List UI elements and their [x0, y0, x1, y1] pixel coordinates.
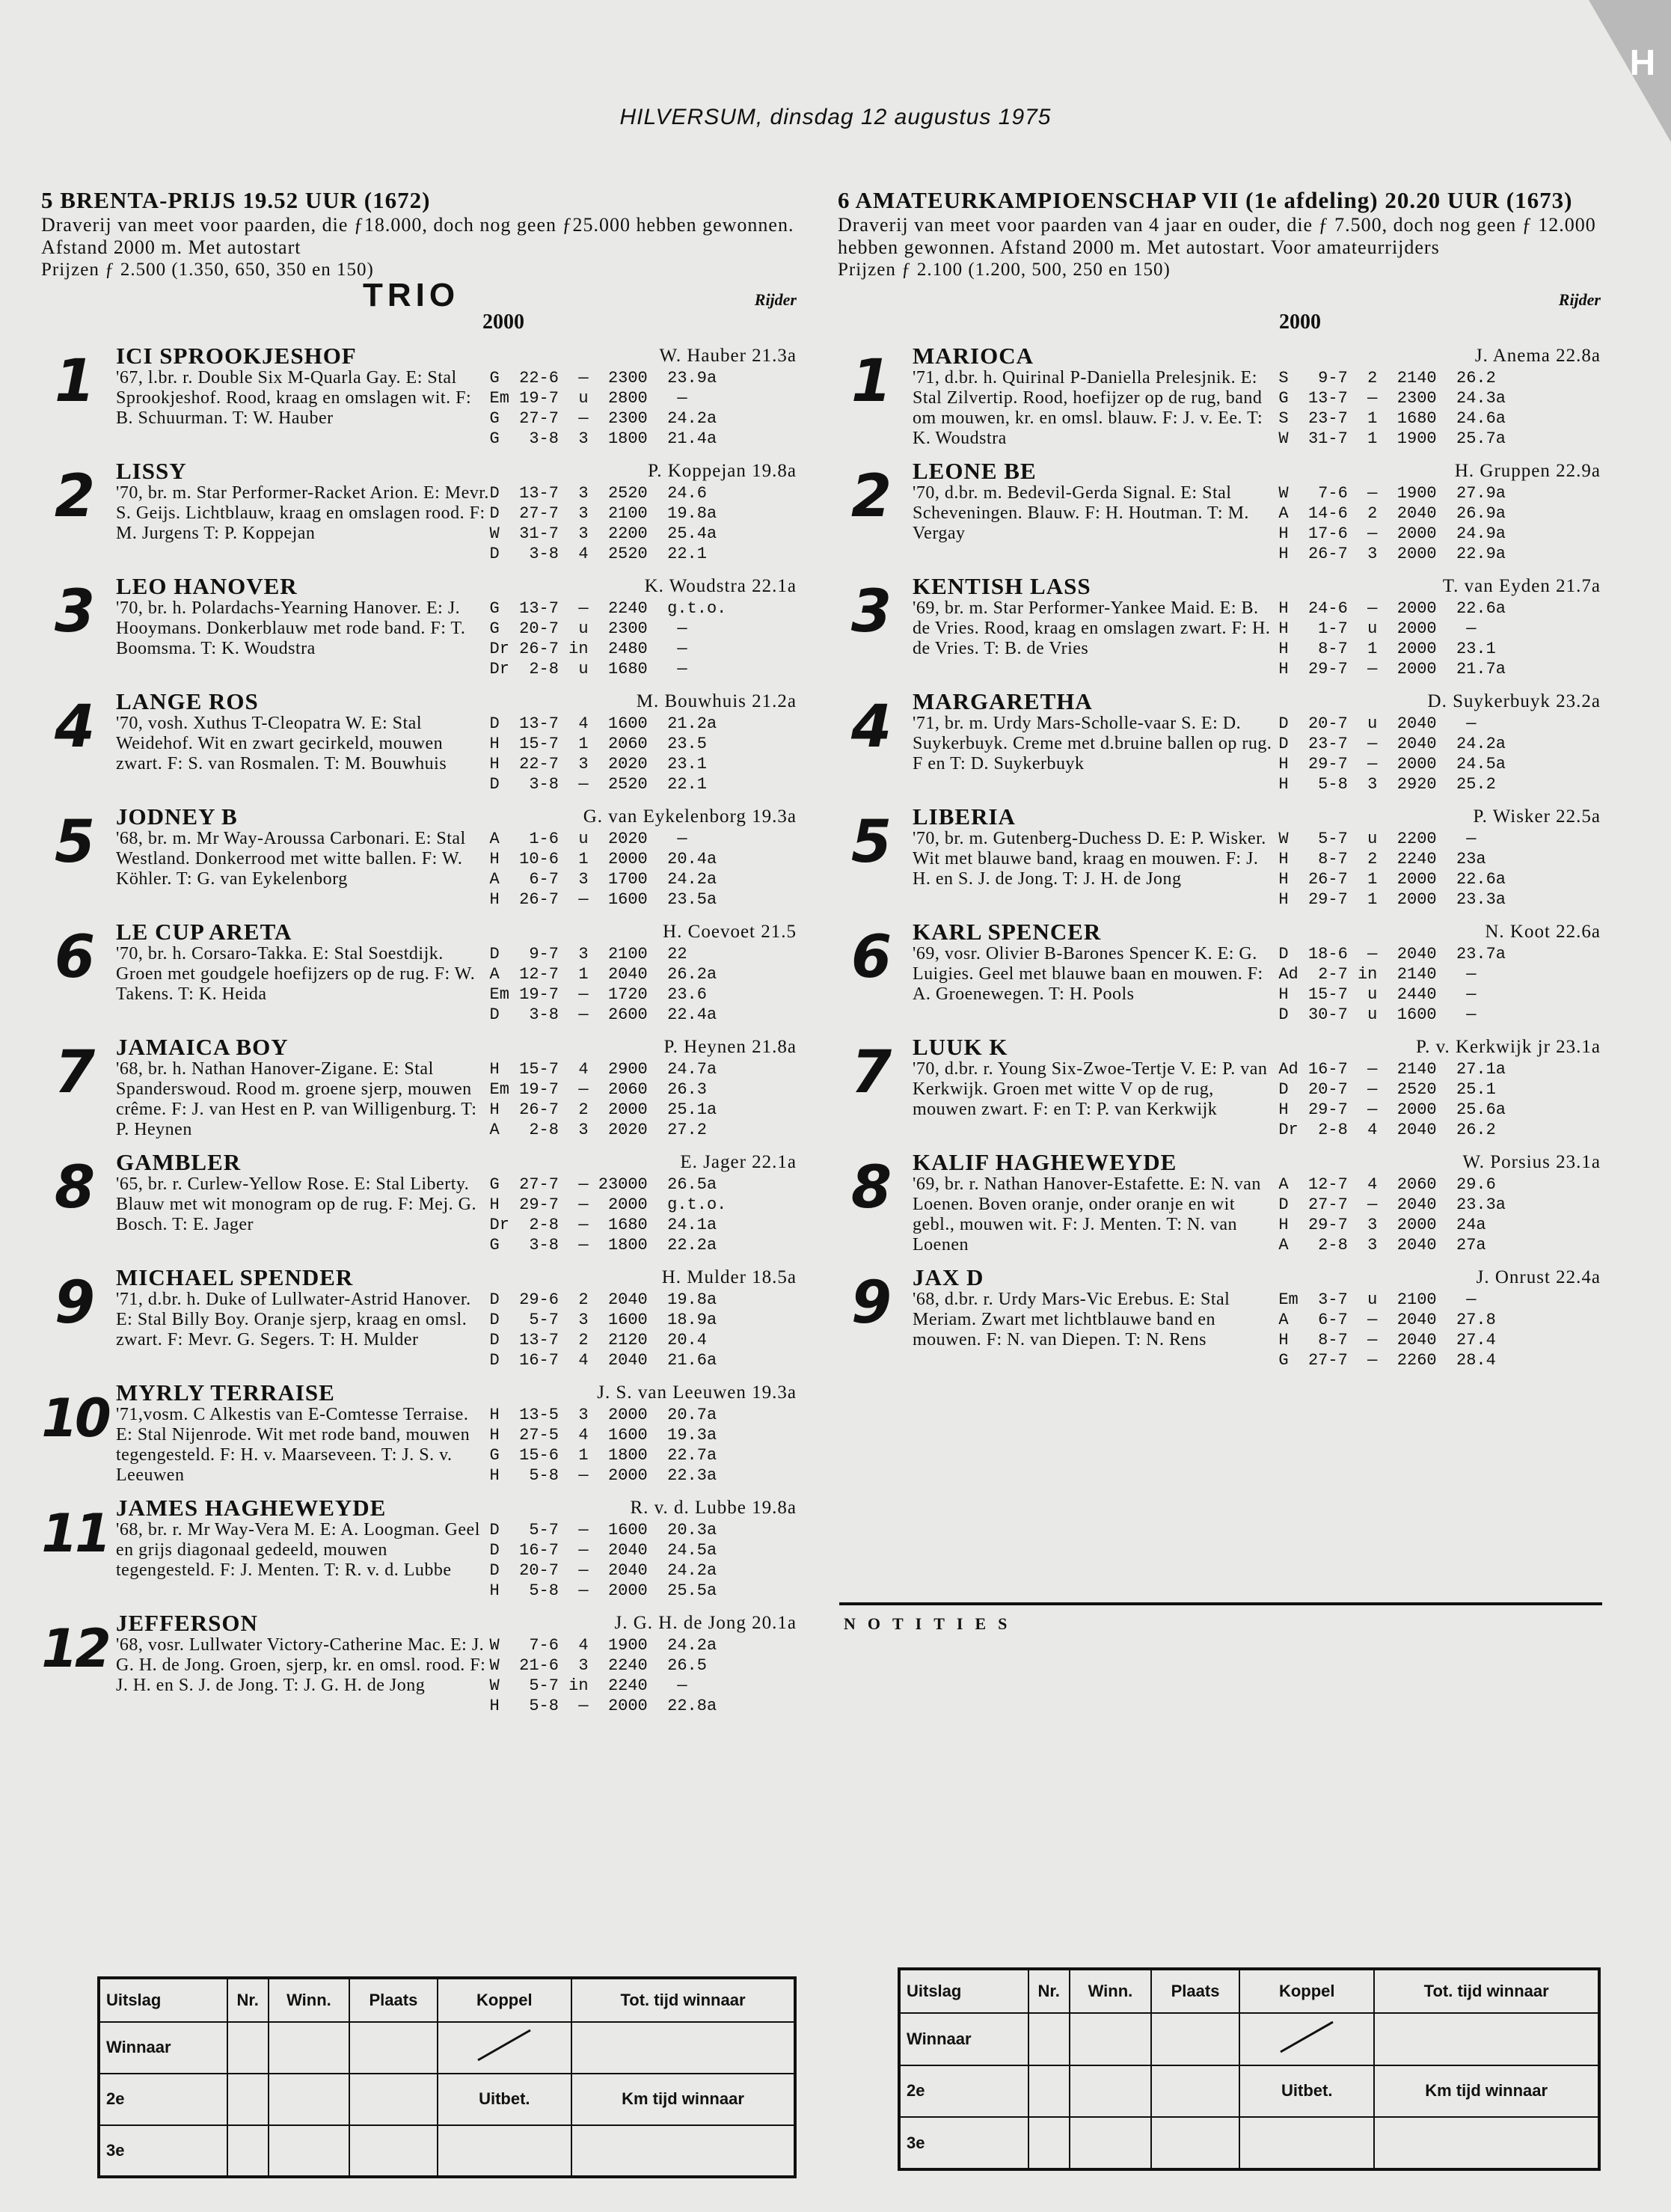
- horse-description: '68, br. m. Mr Way-Aroussa Carbonari. E: Stal Westland. Donkerrood met witte ballen. F: W. Köhler. T: G. van Eykelenborg: [116, 829, 466, 889]
- horse-name: JODNEY B: [116, 803, 238, 830]
- horse-description: '69, br. r. Nathan Hanover-Estafette. E: N. van Loenen. Boven oranje, onder oranje en wit gebl., mouwen wit. F: J. Menten. T: N. van Loenen: [913, 1174, 1261, 1254]
- horse-name: LE CUP ARETA: [116, 919, 292, 945]
- table-row-label: 3e: [99, 2125, 227, 2177]
- recent-results: D 18-6 — 2040 23.7a Ad 2-7 in 2140 — H 15-7 u 2440 — D 30-7 u 1600 —: [1278, 945, 1506, 1024]
- recent-results: D 9-7 3 2100 22 A 12-7 1 2040 26.2a Em 19-7 — 1720 23.6 D 3-8 — 2600 22.4a: [489, 945, 717, 1024]
- horse-entry: [41, 1611, 797, 1716]
- horse-entry: [41, 805, 797, 910]
- table-header-cell: Nr.: [227, 1978, 269, 2022]
- horse-description: '70, br. m. Star Performer-Racket Arion. E: Mevr. S. Geijs. Lichtblauw, kraag en omslagen rood. F: M. Jurgens T: P. Koppejan: [116, 483, 489, 543]
- table-cell: [1070, 2117, 1151, 2169]
- horse-entry: [41, 1035, 797, 1140]
- horse-description: '69, vosr. Olivier B-Barones Spencer K. E: G. Luigies. Geel met blauwe baan en mouwen. F: A. Groenewegen. T: H. Pools: [913, 944, 1263, 1004]
- start-number: 4: [54, 693, 96, 761]
- start-number: 1: [850, 348, 892, 415]
- horse-entry: [838, 459, 1601, 564]
- horse-name: LEONE BE: [913, 458, 1037, 484]
- table-cell: [349, 2022, 438, 2074]
- table-cell: [227, 2022, 269, 2074]
- horse-entry: [838, 805, 1601, 910]
- table-cell: [269, 2022, 349, 2074]
- horse-description: '70, vosh. Xuthus T-Cleopatra W. E: Stal Weidehof. Wit en zwart gecirkeld, mouwen zwart. F: S. van Rosmalen. T: M. Bouwhuis: [116, 714, 447, 773]
- start-number: 6: [54, 924, 96, 991]
- recent-results: Em 3-7 u 2100 — A 6-7 — 2040 27.8 H 8-7 — 2040 27.4 G 27-7 — 2260 28.4: [1278, 1290, 1496, 1370]
- driver: J. S. van Leeuwen 19.3a: [597, 1382, 797, 1403]
- recent-results: D 13-7 4 1600 21.2a H 15-7 1 2060 23.5 H 22-7 3 2020 23.1 D 3-8 — 2520 22.1: [489, 714, 717, 794]
- horse-name: MARGARETHA: [913, 688, 1093, 714]
- horse-description: '68, d.br. r. Urdy Mars-Vic Erebus. E: Stal Meriam. Zwart met lichtblauwe band en mouwen. F: N. van Diepen. T: N. Rens: [913, 1290, 1230, 1349]
- rijder-header: Rijder: [1558, 290, 1601, 309]
- table-cell: [1028, 2065, 1070, 2118]
- horse-name: MYRLY TERRAISE: [116, 1379, 335, 1406]
- divider: [839, 1602, 1602, 1605]
- horse-name: GAMBLER: [116, 1149, 242, 1175]
- driver: N. Koot 22.6a: [1485, 922, 1601, 942]
- race-description: Draverij van meet voor paarden van 4 jaar en ouder, die ƒ 7.500, doch nog geen ƒ 12.000 hebben gewonnen. Afstand 2000 m. Met autostart. Voor amateurrijders: [838, 214, 1596, 258]
- km-tijd-label: Km tijd winnaar: [571, 2074, 795, 2125]
- table-cell: [1070, 2065, 1151, 2118]
- start-number: 5: [54, 809, 96, 876]
- race-title: 5 BRENTA-PRIJS 19.52 UUR (1672): [41, 187, 431, 213]
- uitbet-label: Uitbet.: [1239, 2065, 1374, 2118]
- table-cell: [1151, 2013, 1239, 2065]
- recent-results: S 9-7 2 2140 26.2 G 13-7 — 2300 24.3a S 23-7 1 1680 24.6a W 31-7 1 1900 25.7a: [1278, 369, 1506, 448]
- horse-entry: [838, 575, 1601, 679]
- trio-label: TRIO: [363, 277, 460, 313]
- horse-entry: [41, 690, 797, 794]
- horse-name: MARIOCA: [913, 343, 1034, 369]
- recent-results: D 29-6 2 2040 19.8a D 5-7 3 1600 18.9a D 13-7 2 2120 20.4 D 16-7 4 2040 21.6a: [489, 1290, 717, 1370]
- horse-name: LIBERIA: [913, 803, 1016, 830]
- horse-entry: [41, 920, 797, 1025]
- table-header-cell: Uitslag: [899, 1969, 1028, 2013]
- distance-header: 2000: [482, 310, 524, 334]
- table-header-cell: Tot. tijd winnaar: [1374, 1969, 1599, 2013]
- corner-letter: H: [1629, 43, 1656, 83]
- race-5-column: [41, 187, 797, 1716]
- horse-description: '68, vosr. Lullwater Victory-Catherine Mac. E: J. G. H. de Jong. Groen, sjerp, kr. en omsl. rood. F: J. H. en S. J. de Jong. T: J. G. H. de Jong: [116, 1635, 486, 1695]
- table-row-label: 2e: [899, 2065, 1028, 2118]
- driver: H. Coevoet 21.5: [663, 922, 797, 942]
- horse-name: MICHAEL SPENDER: [116, 1264, 354, 1290]
- horse-entry: [838, 1266, 1601, 1370]
- start-number: 4: [850, 693, 892, 761]
- driver: H. Mulder 18.5a: [661, 1267, 797, 1287]
- table-header-cell: Nr.: [1028, 1969, 1070, 2013]
- horse-entry: [41, 575, 797, 679]
- table-header-cell: Winn.: [1070, 1969, 1151, 2013]
- horse-description: '70, br. h. Polardachs-Yearning Hanover. E: J. Hooymans. Donkerblauw met rode band. F: T. Boomsma. T: K. Woudstra: [116, 598, 466, 658]
- driver: P. Koppejan 19.8a: [648, 461, 797, 481]
- table-cell: [571, 2022, 795, 2074]
- horse-entry: [41, 1381, 797, 1486]
- table-header-cell: Plaats: [1151, 1969, 1239, 2013]
- horse-name: LUUK K: [913, 1034, 1008, 1060]
- slash-mark: [467, 2026, 542, 2064]
- table-header-cell: Winn.: [269, 1978, 349, 2022]
- start-number: 2: [850, 463, 892, 530]
- start-number: 12: [41, 1618, 108, 1679]
- horse-name: LEO HANOVER: [116, 573, 298, 599]
- horse-entry: [41, 1151, 797, 1255]
- table-cell: [438, 2125, 571, 2177]
- horse-name: LANGE ROS: [116, 688, 259, 714]
- koppel-cell: [1239, 2013, 1374, 2065]
- driver: E. Jager 22.1a: [680, 1152, 797, 1172]
- horse-name: JAMES HAGHEWEYDE: [116, 1495, 387, 1521]
- table-cell: [1151, 2117, 1239, 2169]
- horse-name: KENTISH LASS: [913, 573, 1091, 599]
- recent-results: A 1-6 u 2020 — H 10-6 1 2000 20.4a A 6-7 3 1700 24.2a H 26-7 — 1600 23.5a: [489, 830, 717, 909]
- table-cell: [269, 2125, 349, 2177]
- driver: G. van Eykelenborg 19.3a: [583, 806, 797, 827]
- horse-entry: [838, 1151, 1601, 1255]
- start-number: 7: [850, 1039, 892, 1106]
- horse-name: JAMAICA BOY: [116, 1034, 289, 1060]
- horse-list: [41, 344, 797, 1716]
- driver: D. Suykerbuyk 23.2a: [1427, 691, 1601, 711]
- driver: P. Wisker 22.5a: [1473, 806, 1601, 827]
- recent-results: H 15-7 4 2900 24.7a Em 19-7 — 2060 26.3 H 26-7 2 2000 25.1a A 2-8 3 2020 27.2: [489, 1060, 717, 1139]
- table-header-cell: Tot. tijd winnaar: [571, 1978, 795, 2022]
- table-header-cell: Koppel: [1239, 1969, 1374, 2013]
- driver: W. Porsius 23.1a: [1462, 1152, 1601, 1172]
- recent-results: H 13-5 3 2000 20.7a H 27-5 4 1600 19.3a G 15-6 1 1800 22.7a H 5-8 — 2000 22.3a: [489, 1406, 717, 1485]
- table-cell: [227, 2125, 269, 2177]
- start-number: 10: [41, 1388, 108, 1449]
- page-header: HILVERSUM, dinsdag 12 augustus 1975: [619, 105, 1052, 129]
- horse-description: '68, br. h. Nathan Hanover-Zigane. E: Stal Spanderswoud. Rood m. groene sjerp, mouwen crême. F: J. van Hest en P. van Willigenburg. T: P. Heynen: [116, 1059, 477, 1139]
- horse-description: '65, br. r. Curlew-Yellow Rose. E: Stal Liberty. Blauw met wit monogram op de rug. F: Mej. G. Bosch. T: E. Jager: [116, 1174, 476, 1234]
- start-number: 6: [850, 924, 892, 991]
- table-row-label: 2e: [99, 2074, 227, 2125]
- driver: J. Anema 22.8a: [1474, 346, 1601, 366]
- recent-results: G 22-6 — 2300 23.9a Em 19-7 u 2800 — G 27-7 — 2300 24.2a G 3-8 3 1800 21.4a: [489, 369, 717, 448]
- recent-results: W 7-6 4 1900 24.2a W 21-6 3 2240 26.5 W 5-7 in 2240 — H 5-8 — 2000 22.8a: [489, 1636, 717, 1715]
- rijder-header: Rijder: [754, 290, 797, 309]
- horse-list: [838, 344, 1601, 1370]
- table-header-cell: Uitslag: [99, 1978, 227, 2022]
- horse-description: '67, l.br. r. Double Six M-Quarla Gay. E: Stal Sprookjeshof. Rood, kraag en omslagen wit. F: B. Schuurman. T: W. Hauber: [116, 368, 472, 428]
- horse-entry: [41, 459, 797, 564]
- uitbet-label: Uitbet.: [438, 2074, 571, 2125]
- driver: R. v. d. Lubbe 19.8a: [630, 1498, 797, 1518]
- start-number: 9: [850, 1269, 892, 1337]
- horse-description: '71, d.br. h. Duke of Lullwater-Astrid Hanover. E: Stal Billy Boy. Oranje sjerp, kraag en omsl. zwart. F: Mevr. G. Segers. T: H. Mulder: [116, 1290, 471, 1349]
- slash-mark: [1269, 2018, 1344, 2056]
- horse-entry: [838, 344, 1601, 449]
- recent-results: G 13-7 — 2240 g.t.o. G 20-7 u 2300 — Dr 26-7 in 2480 — Dr 2-8 u 1680 —: [489, 599, 727, 678]
- recent-results: G 27-7 — 23000 26.5a H 29-7 — 2000 g.t.o. Dr 2-8 — 1680 24.1a G 3-8 — 1800 22.2a: [489, 1175, 727, 1254]
- table-cell: [227, 2074, 269, 2125]
- table-cell: [1374, 2013, 1599, 2065]
- driver: T. van Eyden 21.7a: [1442, 576, 1601, 596]
- start-number: 1: [54, 348, 96, 415]
- table-row-label: 3e: [899, 2117, 1028, 2169]
- start-number: 7: [54, 1039, 96, 1106]
- start-number: 8: [850, 1154, 892, 1222]
- horse-description: '70, br. m. Gutenberg-Duchess D. E: P. Wisker. Wit met blauwe band, kraag en mouwen. F: J. H. en S. J. de Jong. T: J. H. de Jong: [913, 829, 1266, 889]
- horse-description: '68, br. r. Mr Way-Vera M. E: A. Loogman. Geel en grijs diagonaal gedeeld, mouwen tegengesteld. F: J. Menten. T: R. v. d. Lubbe: [116, 1520, 480, 1580]
- result-table-race-5: [97, 1976, 797, 2178]
- horse-description: '70, d.br. m. Bedevil-Gerda Signal. E: Stal Scheveningen. Blauw. F: H. Houtman. T: M. Vergay: [913, 483, 1249, 543]
- start-number: 9: [54, 1269, 96, 1337]
- table-cell: [349, 2125, 438, 2177]
- notes-label: NOTITIES: [844, 1614, 1020, 1633]
- horse-description: '69, br. m. Star Performer-Yankee Maid. E: B. de Vries. Rood, kraag en omslagen zwart. F: H. de Vries. T: B. de Vries: [913, 598, 1271, 658]
- horse-entry: [41, 1266, 797, 1370]
- result-table-race-6: [898, 1967, 1601, 2171]
- recent-results: D 13-7 3 2520 24.6 D 27-7 3 2100 19.8a W 31-7 3 2200 25.4a D 3-8 4 2520 22.1: [489, 484, 717, 563]
- table-cell: [1239, 2117, 1374, 2169]
- horse-entry: [838, 1035, 1601, 1140]
- horse-name: JEFFERSON: [116, 1610, 258, 1636]
- table-cell: [1028, 2013, 1070, 2065]
- driver: M. Bouwhuis 21.2a: [636, 691, 797, 711]
- horse-description: '70, d.br. r. Young Six-Zwoe-Tertje V. E: P. van Kerkwijk. Groen met witte V op de rug, mouwen zwart. F: en T: P. van Kerkwijk: [913, 1059, 1268, 1119]
- driver: W. Hauber 21.3a: [659, 346, 797, 366]
- driver: P. Heynen 21.8a: [663, 1037, 797, 1057]
- start-number: 11: [41, 1503, 108, 1564]
- start-number: 3: [54, 578, 96, 646]
- start-number: 5: [850, 809, 892, 876]
- recent-results: Ad 16-7 — 2140 27.1a D 20-7 — 2520 25.1 H 29-7 — 2000 25.6a Dr 2-8 4 2040 26.2: [1278, 1060, 1506, 1139]
- table-cell: [269, 2074, 349, 2125]
- recent-results: A 12-7 4 2060 29.6 D 27-7 — 2040 23.3a H 29-7 3 2000 24a A 2-8 3 2040 27a: [1278, 1175, 1506, 1254]
- driver: K. Woudstra 22.1a: [644, 576, 797, 596]
- driver: J. G. H. de Jong 20.1a: [614, 1613, 797, 1633]
- race-title: 6 AMATEURKAMPIOENSCHAP VII (1e afdeling) 20.20 UUR (1673): [838, 187, 1573, 213]
- start-number: 8: [54, 1154, 96, 1222]
- recent-results: D 20-7 u 2040 — D 23-7 — 2040 24.2a H 29-7 — 2000 24.5a H 5-8 3 2920 25.2: [1278, 714, 1506, 794]
- horse-name: ICI SPROOKJESHOF: [116, 343, 357, 369]
- table-row-label: Winnaar: [899, 2013, 1028, 2065]
- horse-entry: [41, 344, 797, 449]
- horse-description: '71,vosm. C Alkestis van E-Comtesse Terraise. E: Stal Nijenrode. Wit met rode band, mouwen tegengesteld. F: H. v. Maarseveen. T: J. S. v. Leeuwen: [116, 1405, 470, 1485]
- horse-name: KARL SPENCER: [913, 919, 1102, 945]
- recent-results: D 5-7 — 1600 20.3a D 16-7 — 2040 24.5a D 20-7 — 2040 24.2a H 5-8 — 2000 25.5a: [489, 1521, 717, 1600]
- horse-description: '71, br. m. Urdy Mars-Scholle-vaar S. E: D. Suykerbuyk. Creme met d.bruine ballen op rug. F en T: D. Suykerbuyk: [913, 714, 1272, 773]
- driver: H. Gruppen 22.9a: [1454, 461, 1601, 481]
- table-cell: [349, 2074, 438, 2125]
- table-cell: [571, 2125, 795, 2177]
- horse-entry: [41, 1496, 797, 1601]
- horse-name: LISSY: [116, 458, 187, 484]
- start-number: 2: [54, 463, 96, 530]
- horse-description: '71, d.br. h. Quirinal P-Daniella Prelesjnik. E: Stal Zilvertip. Rood, hoefijzer op de rug, band om mouwen, kr. en omsl. blauw. F: J. v. Ee. T: K. Woudstra: [913, 368, 1263, 448]
- table-cell: [1151, 2065, 1239, 2118]
- horse-name: KALIF HAGHEWEYDE: [913, 1149, 1177, 1175]
- driver: J. Onrust 22.4a: [1476, 1267, 1601, 1287]
- recent-results: W 7-6 — 1900 27.9a A 14-6 2 2040 26.9a H 17-6 — 2000 24.9a H 26-7 3 2000 22.9a: [1278, 484, 1506, 563]
- race-prizes: Prijzen ƒ 2.500 (1.350, 650, 350 en 150): [41, 260, 374, 280]
- table-cell: [1028, 2117, 1070, 2169]
- race-prizes: Prijzen ƒ 2.100 (1.200, 500, 250 en 150): [838, 260, 1171, 280]
- horse-entry: [838, 690, 1601, 794]
- driver: P. v. Kerkwijk jr 23.1a: [1415, 1037, 1601, 1057]
- race-6-column: [838, 187, 1601, 1370]
- km-tijd-label: Km tijd winnaar: [1374, 2065, 1599, 2118]
- recent-results: H 24-6 — 2000 22.6a H 1-7 u 2000 — H 8-7 1 2000 23.1 H 29-7 — 2000 21.7a: [1278, 599, 1506, 678]
- distance-header: 2000: [1279, 310, 1321, 334]
- recent-results: W 5-7 u 2200 — H 8-7 2 2240 23a H 26-7 1 2000 22.6a H 29-7 1 2000 23.3a: [1278, 830, 1506, 909]
- start-number: 3: [850, 578, 892, 646]
- table-cell: [1070, 2013, 1151, 2065]
- table-header-cell: Plaats: [349, 1978, 438, 2022]
- koppel-cell: [438, 2022, 571, 2074]
- horse-name: JAX D: [913, 1264, 984, 1290]
- table-cell: [1374, 2117, 1599, 2169]
- table-header-cell: Koppel: [438, 1978, 571, 2022]
- horse-description: '70, br. h. Corsaro-Takka. E: Stal Soestdijk. Groen met goudgele hoefijzers op de rug. F: W. Takens. T: K. Heida: [116, 944, 476, 1004]
- race-description: Draverij van meet voor paarden, die ƒ18.000, doch nog geen ƒ25.000 hebben gewonnen. Afstand 2000 m. Met autostart: [41, 214, 794, 258]
- table-row-label: Winnaar: [99, 2022, 227, 2074]
- horse-entry: [838, 920, 1601, 1025]
